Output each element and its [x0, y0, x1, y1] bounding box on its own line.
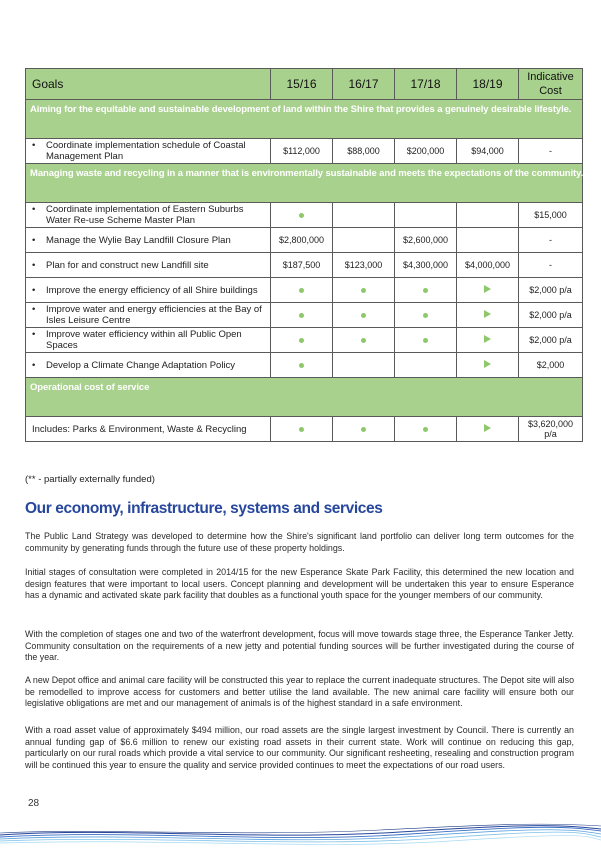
green-dot-icon — [299, 427, 304, 432]
goal-text: Improve the energy efficiency of all Shire buildings — [46, 284, 258, 296]
goal-text: Coordinate implementation of Eastern Suburbs Water Re-use Scheme Master Plan — [46, 204, 244, 226]
table-row — [26, 228, 583, 253]
cell-1718 — [395, 278, 457, 303]
goal-cell — [26, 228, 271, 253]
page-number: 28 — [28, 798, 40, 809]
section-heading-text: Aiming for the equitable and sustainable development of land within the Shire that provides a genuinely desirable lifestyle. — [30, 104, 572, 115]
goal-cell — [26, 253, 271, 278]
goal-text: Manage the Wylie Bay Landfill Closure Plan — [46, 234, 231, 246]
cell-1516: $112,000 — [271, 139, 333, 164]
table-row — [26, 253, 583, 278]
cell-1516: $2,800,000 — [271, 228, 333, 253]
cell-1819: $4,000,000 — [457, 253, 519, 278]
cell-1617: $123,000 — [333, 253, 395, 278]
cell-1516 — [271, 417, 333, 442]
header-1617: 16/17 — [333, 69, 395, 100]
goal-text: Coordinate implementation schedule of Coastal Management Plan — [46, 140, 246, 162]
paragraph-public-land: The Public Land Strategy was developed to determine how the Shire's significant land portfolio can deliver long term outcomes for the community by generating funds through the future use of these property holdings. — [25, 531, 574, 553]
bullet-icon: • — [32, 329, 36, 340]
section-heading-cell — [26, 378, 583, 417]
section-title: Our economy, infrastructure, systems and services — [25, 500, 383, 517]
green-dot-icon — [361, 313, 366, 318]
header-goals: Goals — [26, 69, 271, 100]
cell-cost: - — [519, 253, 583, 278]
cell-1617: $88,000 — [333, 139, 395, 164]
goals-table — [25, 68, 583, 442]
green-dot-icon — [299, 213, 304, 218]
table-section-row — [26, 100, 583, 139]
cell-1516 — [271, 203, 333, 228]
cell-1718 — [395, 328, 457, 353]
cell-1617 — [333, 303, 395, 328]
goal-cell — [26, 353, 271, 378]
cell-1718 — [395, 303, 457, 328]
footnote: (** - partially externally funded) — [25, 474, 155, 485]
cell-cost: $2,000 p/a — [519, 278, 583, 303]
bullet-icon: • — [32, 204, 36, 215]
green-dot-icon — [423, 338, 428, 343]
green-arrow-icon — [484, 310, 491, 318]
green-dot-icon — [299, 338, 304, 343]
table-row — [26, 353, 583, 378]
bullet-icon: • — [32, 284, 36, 296]
cell-1819 — [457, 328, 519, 353]
cell-cost: - — [519, 139, 583, 164]
goal-text: Improve water efficiency within all Public Open Spaces — [46, 329, 242, 351]
goal-cell — [26, 417, 271, 442]
cell-1718 — [395, 353, 457, 378]
bullet-icon: • — [32, 359, 36, 371]
bullet-icon: • — [32, 234, 36, 246]
goal-text: Develop a Climate Change Adaptation Policy — [46, 359, 236, 371]
cell-1516 — [271, 353, 333, 378]
green-dot-icon — [361, 427, 366, 432]
cell-1819 — [457, 228, 519, 253]
cell-1819 — [457, 203, 519, 228]
cell-1718: $4,300,000 — [395, 253, 457, 278]
cell-1617 — [333, 228, 395, 253]
table-header-row — [26, 69, 583, 100]
section-heading-cell — [26, 164, 583, 203]
paragraph-skate-park: Initial stages of consultation were completed in 2014/15 for the new Esperance Skate Park Facility, this determined the new location and design features that were important to local users. Concept planning and development will be undertaken this year to ensure Esperance has a dynamic and activated skate park facility that doubles as a functional youth space for the younger members of our community. — [25, 567, 574, 600]
cell-1617 — [333, 328, 395, 353]
cell-cost: - — [519, 228, 583, 253]
cell-1819 — [457, 353, 519, 378]
table-row — [26, 278, 583, 303]
bullet-icon: • — [32, 304, 36, 315]
cell-1718: $2,600,000 — [395, 228, 457, 253]
cell-1819: $94,000 — [457, 139, 519, 164]
table-section-row — [26, 164, 583, 203]
cell-1617 — [333, 203, 395, 228]
cell-1617 — [333, 353, 395, 378]
cell-1718: $200,000 — [395, 139, 457, 164]
goal-cell — [26, 303, 271, 328]
section-heading-cell — [26, 100, 583, 139]
table-row — [26, 328, 583, 353]
green-dot-icon — [299, 363, 304, 368]
goal-text: Plan for and construct new Landfill site — [46, 259, 209, 271]
header-1819: 18/19 — [457, 69, 519, 100]
green-dot-icon — [361, 338, 366, 343]
cell-1516: $187,500 — [271, 253, 333, 278]
paragraph-waterfront: With the completion of stages one and two of the waterfront development, focus will move towards stage three, the Esperance Tanker Jetty. Community consultation on the requirements of a new jetty and potential funding sources will be further investigated during the course of the year. — [25, 629, 574, 662]
bullet-icon: • — [32, 140, 36, 151]
table-body — [26, 100, 583, 442]
green-dot-icon — [299, 288, 304, 293]
cell-1516 — [271, 328, 333, 353]
green-dot-icon — [423, 288, 428, 293]
section-heading-text: Operational cost of service — [30, 382, 150, 393]
bullet-icon: • — [32, 259, 36, 271]
cell-1617 — [333, 417, 395, 442]
cell-1819 — [457, 278, 519, 303]
cell-1516 — [271, 303, 333, 328]
cell-1516 — [271, 278, 333, 303]
green-arrow-icon — [484, 285, 491, 293]
paragraph-depot: A new Depot office and animal care facility will be constructed this year to replace the current inadequate structures. The Depot site will also be remodelled to improve access for customers and better utilise the land available. The new animal care facility will ensure both our legislative obligations are met and our management of animals is of the highest standard in a safe environment. — [25, 675, 574, 708]
cell-1819 — [457, 303, 519, 328]
section-heading-text: Managing waste and recycling in a manner that is environmentally sustainable and meets the expectations of the community. — [30, 168, 584, 179]
cell-cost: $2,000 p/a — [519, 328, 583, 353]
goal-cell — [26, 328, 271, 353]
table-row — [26, 139, 583, 164]
paragraph-roads: With a road asset value of approximately $494 million, our road assets are the single largest investment by Council. There is currently an annual funding gap of $6.6 million to renew our existing road assets in their current state. Work will continue on reducing this gap, particularly on our rural roads which provide a vital service to our community. Our significant resheeting, resealing and construction program will be continued this year to ensure the quality and service provided continues to meet the expectations of our road users. — [25, 725, 574, 770]
cell-1617 — [333, 278, 395, 303]
green-dot-icon — [423, 427, 428, 432]
goal-text: Improve water and energy efficiencies at the Bay of Isles Leisure Centre — [46, 304, 262, 326]
green-arrow-icon — [484, 335, 491, 343]
green-arrow-icon — [484, 424, 491, 432]
table-row — [26, 203, 583, 228]
header-1516: 15/16 — [271, 69, 333, 100]
wave-footer-decoration — [0, 815, 601, 850]
header-1718: 17/18 — [395, 69, 457, 100]
cell-cost: $15,000 — [519, 203, 583, 228]
green-dot-icon — [361, 288, 366, 293]
cell-cost: $2,000 p/a — [519, 303, 583, 328]
green-dot-icon — [299, 313, 304, 318]
cell-1718 — [395, 203, 457, 228]
table-row — [26, 417, 583, 442]
cell-1718 — [395, 417, 457, 442]
goal-cell — [26, 139, 271, 164]
table-row — [26, 303, 583, 328]
goal-cell — [26, 203, 271, 228]
cell-cost: $3,620,000 p/a — [519, 417, 583, 442]
table-section-row — [26, 378, 583, 417]
cell-cost: $2,000 — [519, 353, 583, 378]
cell-1819 — [457, 417, 519, 442]
green-arrow-icon — [484, 360, 491, 368]
goal-cell — [26, 278, 271, 303]
green-dot-icon — [423, 313, 428, 318]
goal-text: Includes: Parks & Environment, Waste & Recycling — [32, 423, 247, 435]
header-indicative-cost: Indicative Cost — [519, 69, 583, 100]
